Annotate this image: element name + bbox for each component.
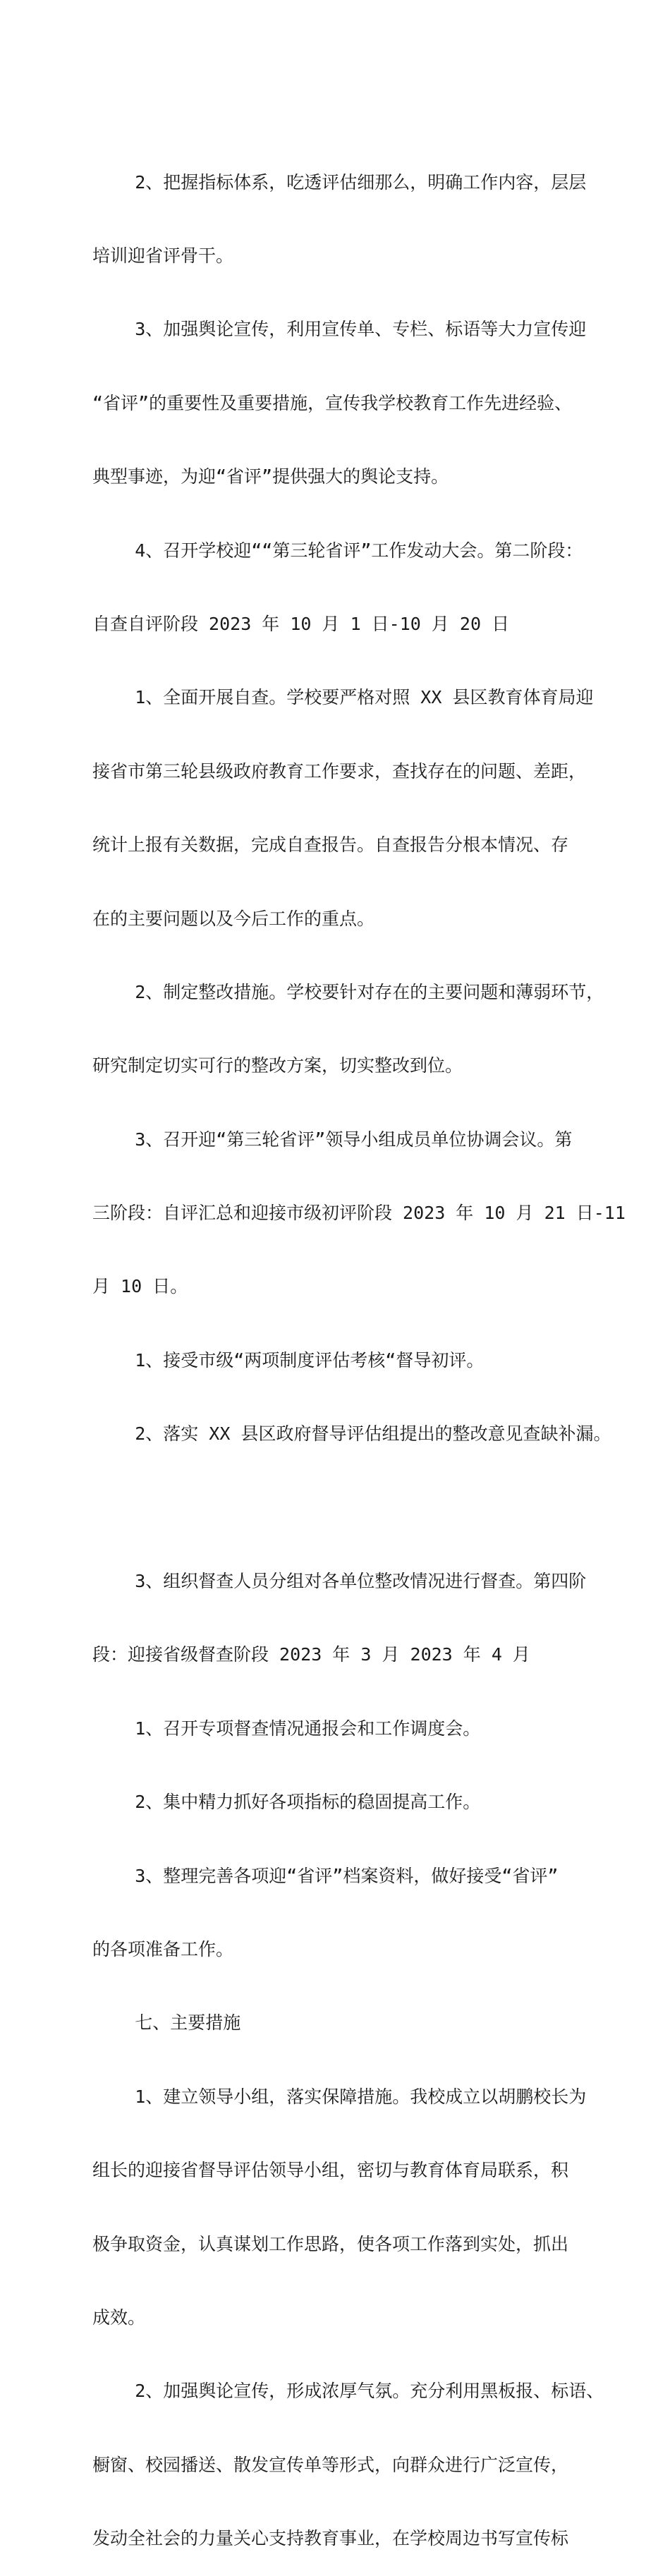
text-line: 自查自评阶段 2023 年 10 月 1 日-10 月 20 日 — [92, 613, 510, 634]
text-line: 3、组织督查人员分组对各单位整改情况进行督查。第四阶 — [92, 1571, 587, 1592]
text-line: 1、建立领导小组，落实保障措施。我校成立以胡鹏校长为 — [92, 2086, 587, 2107]
text-line: “省评”的重要性及重要措施，宣传我学校教育工作先进经验、 — [92, 392, 573, 413]
text-line: 橱窗、校园播送、散发宣传单等形式，向群众进行广泛宣传， — [92, 2454, 569, 2475]
text-line: 接省市第三轮县级政府教育工作要求，查找存在的问题、差距， — [92, 760, 587, 782]
text-line: 组长的迎接省督导评估领导小组，密切与教育体育局联系，积 — [92, 2160, 569, 2181]
text-line: 极争取资金，认真谋划工作思路，使各项工作落到实处，抓出 — [92, 2233, 569, 2254]
text-line: 成效。 — [92, 2307, 146, 2328]
text-line: 月 10 日。 — [92, 1276, 188, 1297]
text-line: 2、落实 XX 县区政府督导评估组提出的整改意见查缺补漏。 — [92, 1423, 611, 1445]
text-line: 培训迎省评骨干。 — [92, 245, 234, 266]
section-heading: 七、主要措施 — [92, 2012, 241, 2034]
text-line: 发动全社会的力量关心支持教育事业，在学校周边书写宣传标 — [92, 2528, 569, 2549]
text-line: 1、接受市级“两项制度评估考核“督导初评。 — [92, 1349, 485, 1371]
text-line: 3、加强舆论宣传，利用宣传单、专栏、标语等大力宣传迎 — [92, 319, 587, 340]
text-line: 1、全面开展自查。学校要严格对照 XX 县区教育体育局迎 — [92, 687, 594, 708]
text-line: 3、整理完善各项迎“省评”档案资料，做好接受“省评” — [92, 1865, 559, 1886]
text-line: 4、召开学校迎““第三轮省评”工作发动大会。第二阶段： — [92, 540, 583, 561]
text-line: 典型事迹，为迎“省评”提供强大的舆论支持。 — [92, 466, 449, 487]
text-line: 段：迎接省级督查阶段 2023 年 3 月 2023 年 4 月 — [92, 1644, 530, 1665]
text-line: 统计上报有关数据，完成自查报告。自查报告分根本情况、存 — [92, 834, 569, 856]
text-line: 2、制定整改措施。学校要针对存在的主要问题和薄弱环节， — [92, 981, 604, 1002]
blank-line — [92, 1496, 586, 1521]
text-line: 在的主要问题以及今后工作的重点。 — [92, 908, 375, 929]
text-line: 1、召开专项督查情况通报会和工作调度会。 — [92, 1718, 481, 1739]
text-line: 的各项准备工作。 — [92, 1938, 234, 1960]
text-line: 2、加强舆论宣传，形成浓厚气氛。充分利用黑板报、标语、 — [92, 2381, 604, 2402]
text-line: 研究制定切实可行的整改方案，切实整改到位。 — [92, 1055, 463, 1076]
text-line: 三阶段：自评汇总和迎接市级初评阶段 2023 年 10 月 21 日-11 — [92, 1203, 626, 1224]
document-body — [92, 121, 626, 2576]
text-line: 3、召开迎“第三轮省评”领导小组成员单位协调会议。第 — [92, 1129, 573, 1150]
text-line: 2、把握指标体系，吃透评估细那么，明确工作内容，层层 — [92, 171, 587, 193]
text-line: 2、集中精力抓好各项指标的稳固提高工作。 — [92, 1792, 481, 1813]
